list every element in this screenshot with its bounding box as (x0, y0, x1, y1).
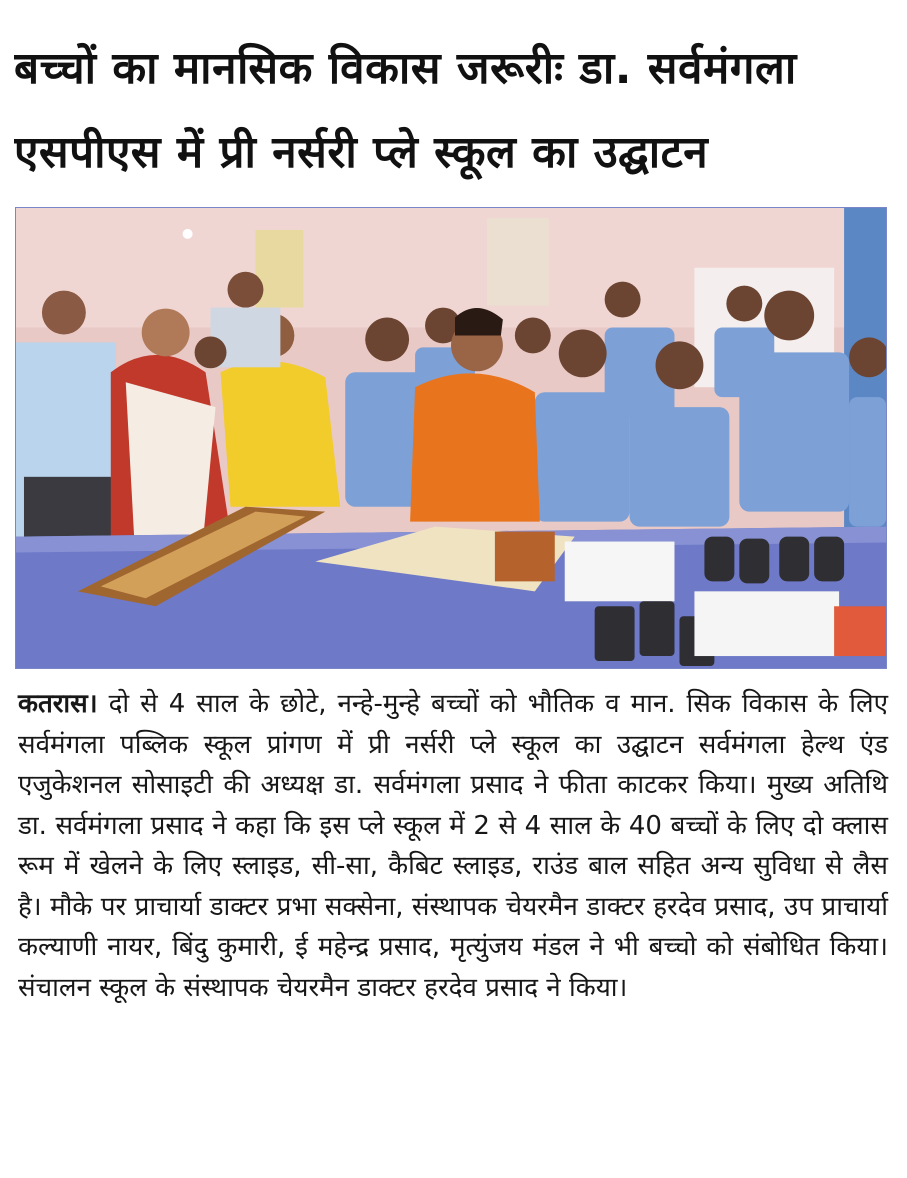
article-text: दो से 4 साल के छोटे, नन्हे-मुन्हे बच्चों को भौतिक व मान. सिक विकास के लिए सर्वमंगला पब्लिक स्कूल प्रांगण में प्री नर्सरी प्ले स्कूल का उद्घाटन सर्वमंगला हेल्थ एंड एजुकेशनल सोसाइटी की अध्यक्ष डा. सर्वमंगला प्रसाद ने फीता काटकर किया। मुख्य अतिथि डा. सर्वमंगला प्रसाद ने कहा कि इस प्ले स्कूल में 2 से 4 साल के 40 बच्चों के लिए दो क्लास रूम में खेलने के लिए स्लाइड, सी-सा, कैबिट स्लाइड, राउंड बाल सहित अन्य सुविधा से लैस है। मौके पर प्राचार्या डाक्टर प्रभा सक्सेना, संस्थापक चेयरमैन डाक्टर हरदेव प्रसाद, उप प्राचार्या कल्याणी नायर, बिंदु कुमारी, ई महेन्द्र प्रसाद, मृत्युंजय मंडल ने भी बच्चो को संबोधित किया। संचालन स्कूल के संस्थापक चेयरमैन डाक्टर हरदेव प्रसाद ने किया। (18, 689, 888, 1003)
headline-line-2: एसपीएस में प्री नर्सरी प्ले स्कूल का उद्घाटन (14, 127, 709, 178)
event-photo (15, 207, 887, 669)
dateline: कतरास। (18, 689, 98, 719)
article-body (18, 684, 888, 1008)
headline-line-1: बच्चों का मानसिक विकास जरूरीः डा. सर्वमंगला (14, 43, 797, 94)
photo-icon (16, 208, 886, 668)
